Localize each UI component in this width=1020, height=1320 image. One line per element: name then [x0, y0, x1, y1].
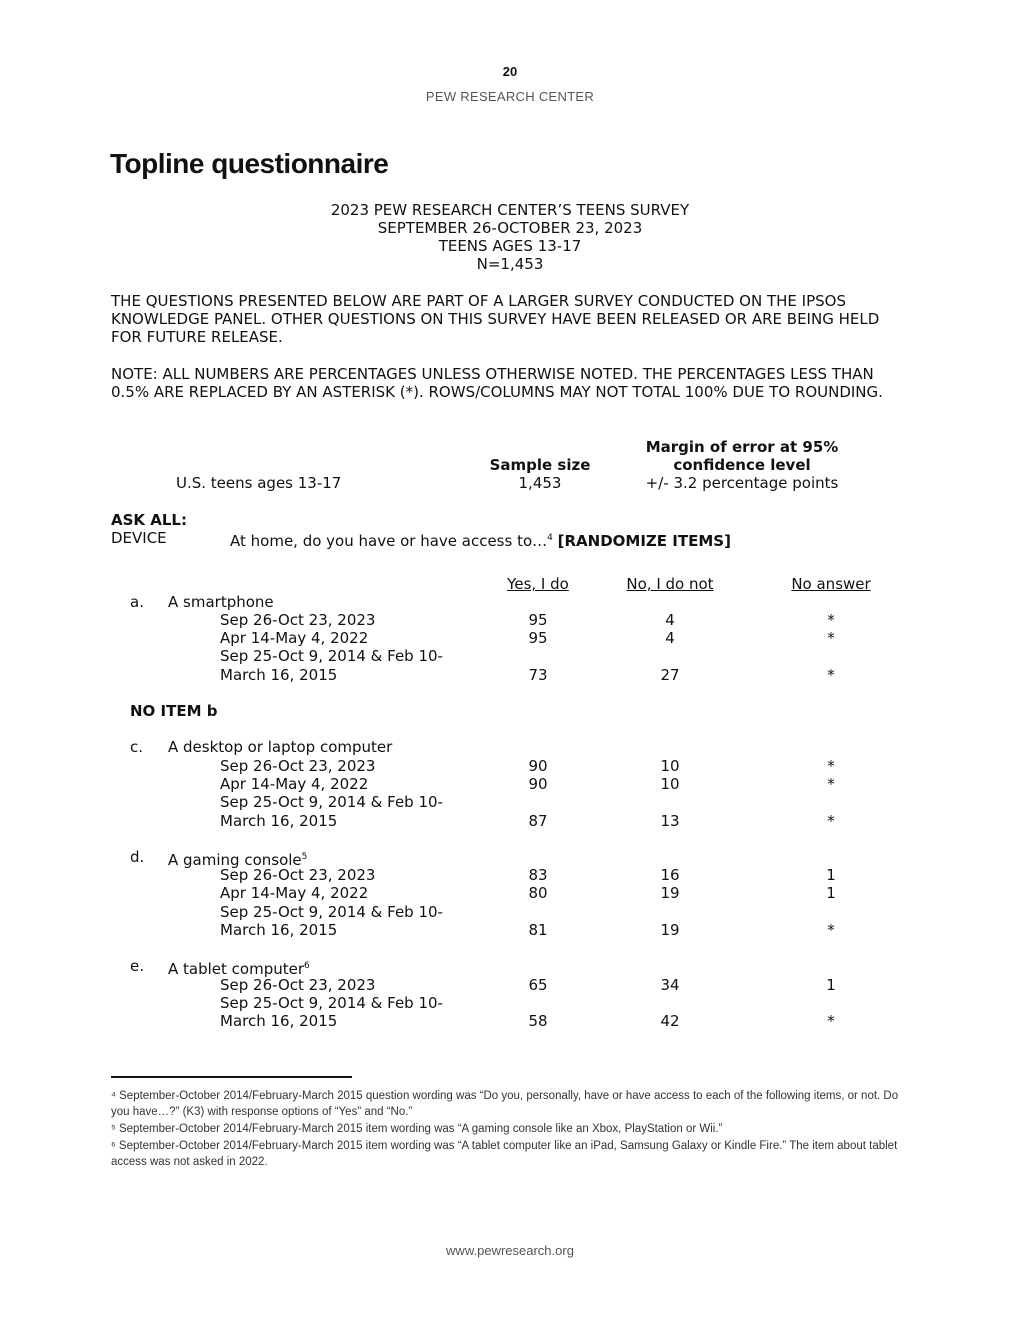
row-date: Sep 26-Oct 23, 2023: [220, 866, 376, 884]
question-text: At home, do you have or have access to…$^4$ [RANDOMIZE ITEMS]: [230, 532, 731, 550]
sample-row-size: 1,453: [518, 474, 562, 492]
footnote-ref-4: 4: [547, 533, 553, 543]
cell-yes: 65: [528, 976, 548, 994]
row-date: Sep 25-Oct 9, 2014 & Feb 10-: [220, 647, 443, 665]
row-date: Sep 26-Oct 23, 2023: [220, 976, 376, 994]
item-letter: c.: [130, 738, 144, 756]
survey-line-4: N=1,453: [476, 255, 544, 273]
randomize-instruction: [RANDOMIZE ITEMS]: [557, 532, 731, 550]
col-header-no: No, I do not: [626, 575, 714, 593]
cell-na: *: [827, 775, 835, 793]
cell-no: 4: [665, 611, 675, 629]
row-date: March 16, 2015: [220, 812, 338, 830]
row-date: Sep 26-Oct 23, 2023: [220, 611, 376, 629]
cell-yes: 58: [528, 1012, 548, 1030]
cell-no: 42: [660, 1012, 680, 1030]
cell-yes: 83: [528, 866, 548, 884]
row-date: March 16, 2015: [220, 921, 338, 939]
intro-paragraph: THE QUESTIONS PRESENTED BELOW ARE PART OF A LARGER SURVEY CONDUCTED ON THE IPSOS KNOWLEDGE PANEL. OTHER QUESTIONS ON THIS SURVEY HAVE BEEN RELEASED OR ARE BEING HELD FOR FUTURE RELEASE.: [111, 292, 880, 347]
col-header-na: No answer: [791, 575, 871, 593]
item-label: A tablet computer$^6$: [168, 960, 310, 978]
footnote-divider: [111, 1076, 352, 1078]
sample-size-header: Sample size: [489, 456, 591, 474]
item-letter: e.: [130, 957, 144, 975]
org-header: PEW RESEARCH CENTER: [425, 89, 595, 104]
footnote-6: ⁶ September-October 2014/February-March 2015 item wording was “A tablet computer like an iPad, Samsung Galaxy or Kindle Fire.” The item about tablet access was not asked in 2022.: [111, 1140, 898, 1168]
cell-na: *: [827, 611, 835, 629]
cell-na: *: [827, 629, 835, 647]
footnote-ref-5: 5: [301, 852, 308, 862]
footer-url[interactable]: www.pewresearch.org: [446, 1243, 574, 1258]
footnote-5: ⁵ September-October 2014/February-March 2015 item wording was “A gaming console like an Xbox, PlayStation or Wii.”: [111, 1123, 723, 1135]
question-code: DEVICE: [111, 529, 167, 547]
cell-yes: 90: [528, 775, 548, 793]
cell-na: 1: [826, 976, 836, 994]
cell-yes: 95: [528, 629, 548, 647]
row-date: Apr 14-May 4, 2022: [220, 884, 369, 902]
page-title: Topline questionnaire: [110, 148, 389, 179]
row-date: March 16, 2015: [220, 666, 338, 684]
row-date: Apr 14-May 4, 2022: [220, 775, 369, 793]
row-date: Apr 14-May 4, 2022: [220, 629, 369, 647]
cell-no: 10: [660, 757, 680, 775]
moe-header-2: confidence level: [673, 456, 811, 474]
footnote-ref-6: 6: [304, 961, 310, 971]
survey-line-2: SEPTEMBER 26-OCTOBER 23, 2023: [377, 219, 643, 237]
row-date: Sep 26-Oct 23, 2023: [220, 757, 376, 775]
cell-no: 13: [660, 812, 680, 830]
ask-all-label: ASK ALL:: [111, 511, 187, 529]
item-label: A desktop or laptop computer: [168, 738, 393, 756]
cell-no: 4: [665, 629, 675, 647]
item-label: A gaming console$^5$: [168, 851, 308, 869]
cell-na: 1: [826, 866, 836, 884]
sample-row-moe: +/- 3.2 percentage points: [645, 474, 839, 492]
cell-na: *: [827, 1012, 835, 1030]
cell-yes: 90: [528, 757, 548, 775]
sample-row-label: U.S. teens ages 13-17: [176, 474, 342, 492]
item-letter: d.: [130, 848, 145, 866]
cell-yes: 87: [528, 812, 548, 830]
note-paragraph: NOTE: ALL NUMBERS ARE PERCENTAGES UNLESS OTHERWISE NOTED. THE PERCENTAGES LESS THAN 0.5% ARE REPLACED BY AN ASTERISK (*). ROWS/COLUMNS MAY NOT TOTAL 100% DUE TO ROUNDING.: [111, 365, 883, 402]
item-letter: a.: [130, 593, 144, 611]
row-date: Sep 25-Oct 9, 2014 & Feb 10-: [220, 994, 443, 1012]
row-date: Sep 25-Oct 9, 2014 & Feb 10-: [220, 903, 443, 921]
cell-na: *: [827, 666, 835, 684]
survey-line-3: TEENS AGES 13-17: [438, 237, 582, 255]
cell-yes: 81: [528, 921, 548, 939]
cell-no: 34: [660, 976, 680, 994]
moe-header-1: Margin of error at 95%: [645, 438, 839, 456]
row-date: March 16, 2015: [220, 1012, 338, 1030]
survey-line-1: 2023 PEW RESEARCH CENTER’S TEENS SURVEY: [330, 201, 690, 219]
cell-na: *: [827, 812, 835, 830]
page-number: 20: [502, 64, 518, 79]
footnote-4: ⁴ September-October 2014/February-March 2015 question wording was “Do you, personally, have or have access to each of the following items, or not. Do you have…?” (K3) with response options of “Yes” and “No.”: [111, 1090, 899, 1118]
cell-no: 27: [660, 666, 680, 684]
cell-no: 19: [660, 921, 680, 939]
cell-no: 16: [660, 866, 680, 884]
item-label: A smartphone: [168, 593, 274, 611]
cell-yes: 73: [528, 666, 548, 684]
row-date: Sep 25-Oct 9, 2014 & Feb 10-: [220, 793, 443, 811]
cell-yes: 95: [528, 611, 548, 629]
cell-no: 19: [660, 884, 680, 902]
cell-na: 1: [826, 884, 836, 902]
cell-no: 10: [660, 775, 680, 793]
cell-na: *: [827, 757, 835, 775]
cell-na: *: [827, 921, 835, 939]
col-header-yes: Yes, I do: [507, 575, 569, 593]
cell-yes: 80: [528, 884, 548, 902]
no-item-b: NO ITEM b: [130, 702, 218, 720]
